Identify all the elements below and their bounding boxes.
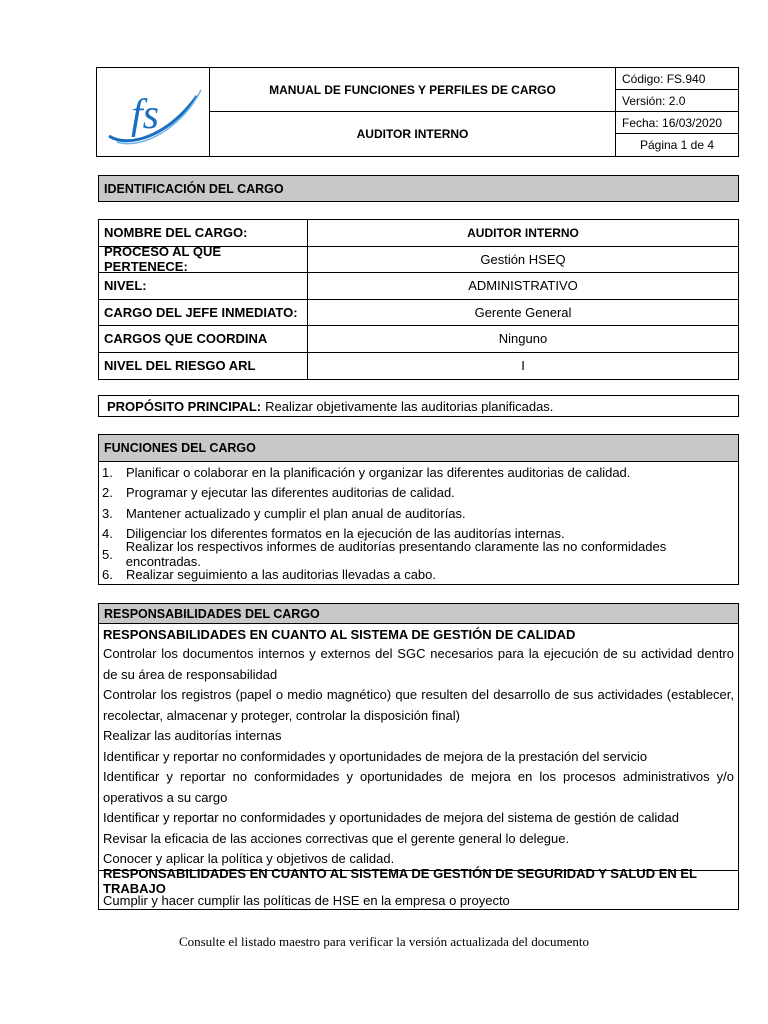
manual-title: MANUAL DE FUNCIONES Y PERFILES DE CARGO bbox=[210, 68, 616, 112]
item-text: Planificar o colaborar en la planificación y organizar las diferentes auditorias de calidad. bbox=[126, 464, 631, 480]
list-item: Conocer y aplicar la política y objetivos de calidad. bbox=[103, 851, 395, 866]
purpose-label: PROPÓSITO PRINCIPAL: bbox=[107, 398, 262, 414]
list-item: Identificar y reportar no conformidades y oportunidades de mejora del sistema de gestión de calidad bbox=[103, 810, 679, 825]
company-logo bbox=[97, 68, 210, 156]
item-text: Programar y ejecutar las diferentes auditorias de calidad. bbox=[126, 485, 455, 501]
version-label: Versión: 2.0 bbox=[616, 90, 738, 112]
item-number: 2. bbox=[102, 485, 113, 501]
row-value: Gestión HSEQ bbox=[480, 251, 566, 267]
responsibilities-section bbox=[98, 603, 739, 910]
document-header bbox=[96, 67, 739, 157]
item-number: 1. bbox=[102, 464, 113, 480]
functions-section bbox=[98, 434, 739, 585]
item-number: 6. bbox=[102, 567, 113, 583]
functions-heading: FUNCIONES DEL CARGO bbox=[99, 435, 738, 462]
table-row bbox=[99, 273, 738, 300]
item-text: Mantener actualizado y cumplir el plan anual de auditorías. bbox=[126, 505, 466, 521]
table-row bbox=[99, 353, 738, 380]
row-label: NOMBRE DEL CARGO: bbox=[99, 220, 308, 246]
quality-heading: RESPONSABILIDADES EN CUANTO AL SISTEMA DE GESTIÓN DE CALIDAD bbox=[103, 626, 576, 642]
date-label: Fecha: 16/03/2020 bbox=[616, 112, 738, 134]
purpose-text: Realizar objetivamente las auditorias planificadas. bbox=[265, 398, 554, 414]
page-label: Página 1 de 4 bbox=[639, 138, 715, 152]
list-item: Controlar los registros (papel o medio magnético) que resulten del desarrollo de sus actividades (establecer, recolectar, almacenar y proteger, controlar la disposición final) bbox=[103, 687, 734, 723]
list-item: Controlar los documentos internos y externos del SGC necesarios para la ejecución de su actividad dentro de su área de responsabilidad bbox=[103, 646, 734, 682]
item-number: 4. bbox=[102, 526, 113, 542]
row-label: CARGOS QUE COORDINA bbox=[99, 326, 308, 352]
item-text: Realizar seguimiento a las auditorias llevadas a cabo. bbox=[126, 567, 437, 583]
purpose-box bbox=[98, 395, 739, 417]
document-subtitle: AUDITOR INTERNO bbox=[210, 112, 616, 156]
row-label: NIVEL DEL RIESGO ARL bbox=[99, 353, 308, 380]
list-item: Revisar la eficacia de las acciones correctivas que el gerente general lo delegue. bbox=[103, 830, 570, 846]
list-item: Realizar las auditorías internas bbox=[103, 728, 282, 743]
table-row bbox=[99, 326, 738, 353]
table-row bbox=[99, 300, 738, 327]
row-label: CARGO DEL JEFE INMEDIATO: bbox=[99, 300, 308, 326]
item-number: 3. bbox=[102, 505, 113, 521]
list-item bbox=[99, 539, 738, 570]
list-item: Identificar y reportar no conformidades y oportunidades de mejora de la prestación del servicio bbox=[103, 748, 648, 764]
list-item: Cumplir y hacer cumplir las políticas de HSE en la empresa o proyecto bbox=[103, 892, 510, 908]
row-value: AUDITOR INTERNO bbox=[467, 225, 579, 240]
row-value: I bbox=[521, 358, 525, 374]
row-label: PROCESO AL QUE PERTENECE: bbox=[99, 247, 308, 273]
item-text: Diligenciar los diferentes formatos en la ejecución de las auditorías internas. bbox=[126, 526, 565, 542]
functions-list bbox=[99, 462, 738, 585]
identification-table bbox=[98, 219, 739, 380]
item-text: Realizar los respectivos informes de auditorías presentando claramente las no conformidades encontradas. bbox=[125, 539, 667, 570]
table-row bbox=[99, 220, 738, 247]
list-item bbox=[99, 503, 738, 524]
logo-text: fs bbox=[131, 92, 160, 138]
row-value: Gerente General bbox=[474, 304, 572, 320]
responsibilities-heading: RESPONSABILIDADES DEL CARGO bbox=[99, 604, 738, 624]
footer-note: Consulte el listado maestro para verificar la versión actualizada del documento bbox=[178, 934, 590, 949]
row-label: NIVEL: bbox=[99, 273, 308, 299]
fs-logo-icon bbox=[97, 68, 209, 156]
list-item bbox=[99, 462, 738, 483]
list-item: Identificar y reportar no conformidades y oportunidades de mejora en los procesos administrativos y/o operativos a su cargo bbox=[103, 769, 734, 805]
row-value: Ninguno bbox=[498, 331, 548, 347]
identification-heading: IDENTIFICACIÓN DEL CARGO bbox=[98, 175, 739, 202]
row-value: ADMINISTRATIVO bbox=[468, 278, 578, 294]
list-item bbox=[99, 483, 738, 504]
item-number: 5. bbox=[102, 546, 113, 562]
table-row bbox=[99, 244, 738, 275]
sst-heading: RESPONSABILIDADES EN CUANTO AL SISTEMA DE GESTIÓN DE SEGURIDAD Y SALUD EN EL TRABAJO bbox=[99, 870, 738, 891]
code-label: Código: FS.940 bbox=[616, 68, 738, 90]
